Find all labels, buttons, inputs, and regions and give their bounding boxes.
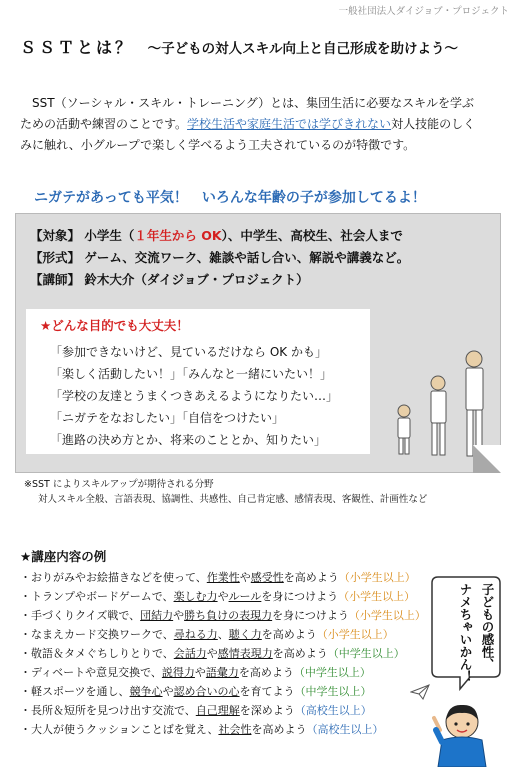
course-heading: ★講座内容の例 (20, 549, 107, 564)
quote-item: 「参加できないけど、見ているだけなら OK かも」 (50, 345, 327, 359)
info-text: 鈴木大介（ダイジョブ・プロジェクト） (84, 272, 309, 287)
title-subtitle: ～子どもの対人スキル向上と自己形成を助けよう～ (147, 41, 458, 57)
purpose-box (26, 309, 370, 454)
course-item: ・なまえカード交換ワークで、尋ねる力、聴く力を高めよう（小学生以上） (20, 628, 394, 641)
intro-highlight: 学校生活や家庭生活では学びきれない (187, 117, 392, 131)
intro-line (20, 93, 502, 114)
course-item: ・軽スポーツを通し、競争心や認め合いの心を育てよう（中学生以上） (20, 685, 372, 698)
intro-text: SST（ソーシャル・スキル・トレーニング）とは、集団生活に必要なスキルを学ぶ (32, 96, 474, 110)
bubble-col: 子どもの感性、 (480, 583, 495, 671)
info-label: 【講師】 (30, 272, 81, 287)
purpose-quotes (50, 341, 338, 451)
bubble-col: ナメちゃいかん！ (458, 583, 473, 683)
info-target (30, 225, 409, 247)
course-item: ・トランプやボードゲームで、楽しむ力やルールを身につけよう（小学生以上） (20, 590, 416, 603)
paper-plane-icon (410, 684, 430, 700)
title-main: ＳＳＴとは？ (20, 38, 135, 57)
course-item: ・ディベートや意見交換で、説得力や語彙力を高めよう（中学生以上） (20, 666, 371, 679)
info-lecturer (30, 269, 409, 291)
boy-illustration (432, 700, 507, 767)
course-item: ・手づくりクイズ戦で、団結力や勝ち負けの表現力を身につけよう（小学生以上） (20, 609, 426, 622)
quote-item: 「学校の友達とうまくつきあえるようになりたい…」 (50, 389, 339, 403)
intro-line (20, 135, 502, 156)
skills-note (24, 477, 427, 507)
quote-item: 「楽しく活動したい！」「みんなと一緒にいたい！」 (50, 367, 333, 381)
info-format (30, 247, 409, 269)
info-lines (30, 225, 409, 291)
course-item: ・おりがみやお絵描きなどを使って、作業性や感受性を高めよう（小学生以上） (20, 571, 416, 584)
intro-text: みに触れ、小グループで楽しく学べるよう工夫されているのが特徴です。 (20, 138, 416, 152)
info-highlight: １年生から OK (134, 228, 222, 243)
organization-name: 一般社団法人ダイジョブ・プロジェクト (338, 6, 509, 17)
course-item: ・大人が使うクッションことばを覚え、社会性を高めよう（高校生以上） (20, 723, 384, 736)
info-text: ゲーム、交流ワーク、雑談や話し合い、解説や講義など。 (84, 250, 410, 265)
quote-item: 「ニガテをなおしたい」「自信をつけたい」 (50, 411, 285, 425)
banner-heading: ニガテがあっても平気！ いろんな年齢の子が参加してるよ！ (34, 190, 426, 206)
page-fold-corner (473, 445, 501, 473)
note-line: ※SST によりスキルアップが期待される分野 (24, 479, 214, 490)
info-box (15, 213, 501, 473)
bubble-text (442, 583, 496, 683)
quote-item: 「進路の決め方とか、将来のこととか、知りたい」 (50, 433, 327, 447)
intro-text: 対人技能のしく (391, 117, 476, 131)
info-label: 【対象】 (30, 228, 81, 243)
purpose-heading: ★どんな目的でも大丈夫！ (40, 318, 189, 333)
info-text: ）、中学生、高校生、社会人まで (221, 228, 403, 243)
note-line: 対人スキル全般、言語表現、協調性、共感性、自己肯定感、感情表現、客観性、計画性など (38, 494, 428, 505)
course-item: ・敬語＆タメぐちしりとりで、会話力や感情表現力を高めよう（中学生以上） (20, 647, 405, 660)
course-item: ・長所＆短所を見つけ出す交流で、自己理解を深めよう（高校生以上） (20, 704, 372, 717)
page-title (20, 35, 458, 58)
info-label: 【形式】 (30, 250, 81, 265)
people-illustration (386, 349, 494, 459)
intro-line (20, 114, 502, 135)
intro-paragraph (20, 93, 502, 156)
info-text: 小学生（ (84, 228, 135, 243)
course-list (20, 568, 426, 739)
intro-text: ための活動や練習のことです。 (20, 117, 188, 131)
